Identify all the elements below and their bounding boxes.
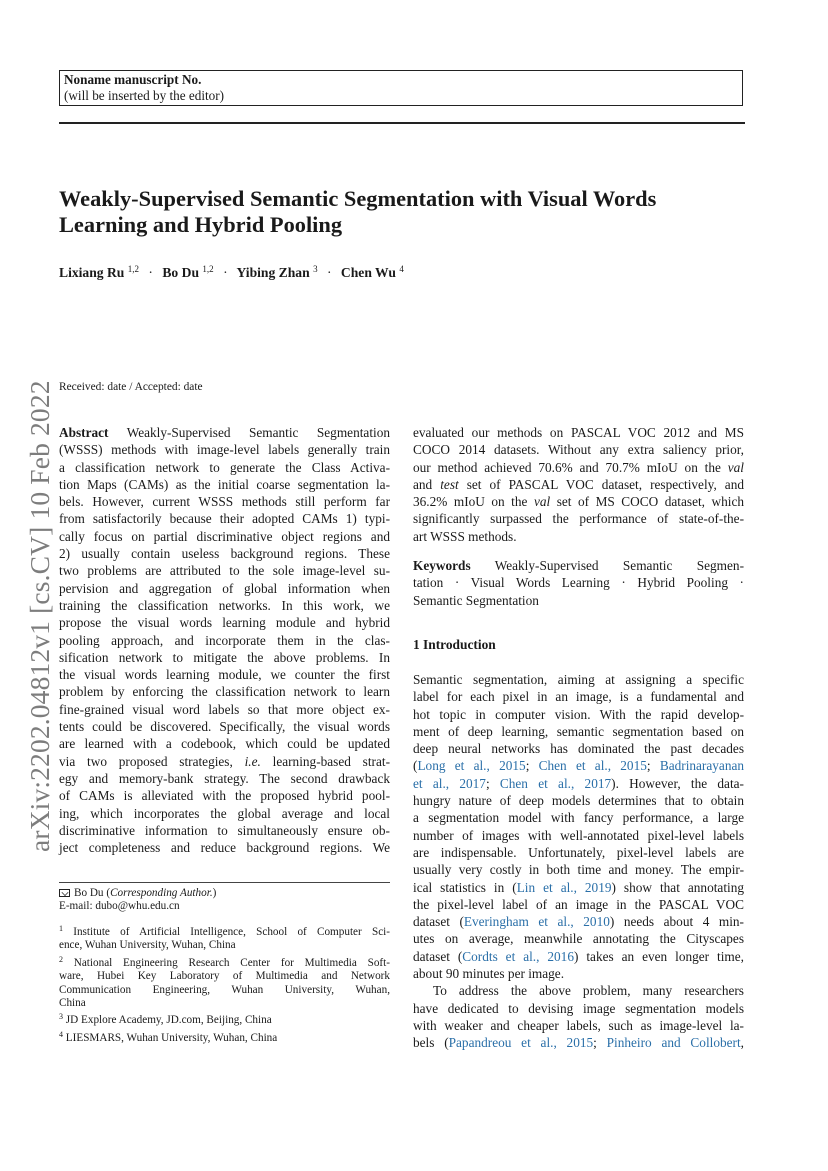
- footnote-line: China: [59, 997, 86, 1010]
- citation-link[interactable]: Pinheiro and Collobert: [606, 1035, 741, 1051]
- keywords: [413, 557, 744, 609]
- abstract-line: egy and memory-bank strategy. The second drawback: [59, 770, 390, 786]
- citation-link[interactable]: Chen et al., 2015: [538, 758, 647, 774]
- abstract-line: via two proposed strategies, i.e. learning-based strat-: [59, 753, 390, 769]
- author-name: Lixiang Ru: [59, 265, 125, 280]
- intro-line: ment of deep learning, semantic segmentation based on: [413, 723, 744, 739]
- abstract-line: tents could be discovered. Specifically, the visual words: [59, 719, 390, 735]
- abstract-line: of CAMs is alleviated with the proposed hybrid pool-: [59, 788, 390, 804]
- introduction-body: [413, 671, 744, 1052]
- author-affiliation: 1,2: [202, 264, 214, 274]
- abstract-line: ing, which incorporates the global average and local: [59, 805, 390, 821]
- manuscript-label: Noname manuscript No.: [64, 72, 202, 87]
- intro-line: ical statistics in (Lin et al., 2019) show that annotating: [413, 879, 745, 895]
- author-name: Chen Wu: [340, 265, 396, 280]
- citation-link[interactable]: Cordts et al., 2016: [462, 948, 574, 964]
- citation-link[interactable]: Papandreou et al., 2015: [448, 1035, 594, 1051]
- footnote-line: $^4$ LIESMARS, Wuhan University, Wuhan, China: [59, 1029, 278, 1044]
- author-list: [59, 260, 749, 282]
- keywords-line: tation · Visual Words Learning · Hybrid Pooling ·: [413, 575, 744, 591]
- intro-line: hot topic in computer vision. With the rapid develop-: [413, 706, 744, 722]
- editor-note: (will be inserted by the editor): [64, 88, 225, 103]
- footnote-line: $^2$ National Engineering Research Center for Multimedia Soft-: [59, 954, 390, 969]
- abstract-line: ject completeness and reduce background regions. We: [59, 840, 390, 856]
- citation-link[interactable]: Badrinarayanan: [659, 758, 745, 774]
- citation-link[interactable]: Everingham et al., 2010: [463, 914, 610, 930]
- abstract-label: Abstract: [59, 425, 109, 440]
- arxiv-identifier: arXiv:2202.04812v1 [cs.CV] 10 Feb 2022: [24, 380, 55, 852]
- intro-line: about 90 minutes per image.: [413, 966, 565, 982]
- abstract-line: evaluated our methods on PASCAL VOC 2012 and MS: [413, 425, 744, 440]
- abstract-left-column: [59, 424, 390, 856]
- intro-line: bels (Papandreou et al., 2015; Pinheiro and Collobert,: [413, 1035, 744, 1051]
- title-line-1: Weakly-Supervised Semantic Segmentation with Visual Words: [59, 186, 657, 211]
- intro-line: To address the above problem, many researchers: [433, 983, 744, 999]
- author-affiliation: 3: [313, 264, 318, 274]
- abstract-line: 36.2% mIoU on the val set of MS COCO dataset, which: [413, 494, 744, 510]
- abstract-right-column: [413, 424, 744, 545]
- intro-line: number of images with well-annotated pixel-level labels: [413, 827, 744, 843]
- citation-link[interactable]: Lin et al., 2019: [516, 879, 612, 895]
- header-rule: [59, 122, 745, 124]
- footnote-line: ware, Hubei Key Laboratory of Multimedia and Network: [59, 970, 390, 983]
- author-name: Yibing Zhan: [236, 265, 310, 280]
- author-separator: ·: [326, 265, 332, 280]
- footnote-line: $^3$ JD Explore Academy, JD.com, Beijing, China: [59, 1012, 272, 1027]
- footnote-rule: [59, 882, 390, 883]
- citation-link[interactable]: Chen et al., 2017: [499, 775, 612, 791]
- corresponding-author-note: [59, 887, 390, 914]
- abstract-line: Abstract Weakly-Supervised Semantic Segmentation: [59, 425, 390, 440]
- affiliation-footnotes: [59, 922, 390, 1045]
- email-line: E-mail: dubo@whu.edu.cn: [59, 900, 180, 913]
- abstract-line: problem by enforcing the classification network to learn: [59, 684, 390, 700]
- title-line-2: Learning and Hybrid Pooling: [59, 211, 343, 237]
- intro-line: dataset (Everingham et al., 2010) needs about 4 min-: [413, 914, 744, 930]
- manuscript-number-box: [59, 70, 743, 106]
- abstract-line: propose the visual words learning module and hybrid: [59, 615, 390, 631]
- intro-line: hungry nature of deep models determines that to obtain: [413, 793, 744, 809]
- abstract-line: sification network to mitigate the above problems. In: [59, 649, 390, 665]
- citation-link[interactable]: Long et al., 2015: [417, 758, 526, 774]
- intro-line: deep neural networks has dominated the past decades: [413, 741, 744, 757]
- intro-line: a segmentation model with fancy performance, a large: [413, 810, 744, 826]
- intro-line: usually very costly in both time and money. The empir-: [413, 862, 744, 878]
- keywords-label: Keywords: [413, 558, 471, 573]
- intro-line: dataset (Cordts et al., 2016) takes an even longer time,: [413, 948, 744, 964]
- author-separator: ·: [223, 265, 228, 280]
- abstract-line: bels. However, current WSSS methods still perform far: [59, 494, 390, 510]
- author-separator: ·: [148, 265, 153, 280]
- abstract-line: are learned with a codebook, which could be updated: [59, 736, 390, 752]
- author-name: Bo Du: [162, 265, 199, 280]
- abstract-line: pervision and aggregation of global information when: [59, 580, 390, 596]
- footnote-line: Communication Engineering, Wuhan University, Wuhan,: [59, 983, 390, 996]
- intro-line: the pixel-level label of an image in the PASCAL VOC: [413, 896, 744, 912]
- author-affiliation: 1,2: [127, 264, 140, 274]
- citation-link[interactable]: et al., 2017: [413, 775, 486, 791]
- intro-line: utes on average, meanwhile annotating the Cityscapes: [413, 931, 744, 947]
- intro-line: Semantic segmentation, aiming at assigning a specific: [413, 672, 744, 687]
- abstract-line: a classification network to generate the Class Activa-: [59, 459, 390, 475]
- abstract-line: (WSSS) methods with image-level labels generally train: [59, 442, 390, 458]
- intro-line: et al., 2017; Chen et al., 2017). However, the data-: [413, 775, 744, 791]
- received-date: Received: date / Accepted: date: [59, 381, 203, 393]
- intro-line: (Long et al., 2015; Chen et al., 2015; Badrinarayanan: [413, 758, 745, 774]
- abstract-line: COCO 2014 datasets. Without any extra saliency prior,: [413, 442, 744, 458]
- abstract-line: pooling approach, and incorporate them in the clas-: [59, 632, 390, 648]
- envelope-icon: [59, 889, 70, 897]
- abstract-line: significantly surpassed the performance of state-of-the-: [413, 511, 744, 527]
- author-affiliation: 4: [399, 264, 404, 274]
- abstract-line: tion Maps (CAMs) as the initial coarse segmentation la-: [59, 476, 390, 492]
- intro-line: label for each pixel in an image, is a fundamental and: [413, 689, 744, 705]
- keywords-line: Semantic Segmentation: [413, 592, 539, 608]
- abstract-line: fine-grained visual word labels so that more object ex-: [59, 701, 390, 717]
- abstract-line: training the classification networks. In this work, we: [59, 597, 390, 613]
- footnote-line: ence, Wuhan University, Wuhan, China: [59, 939, 236, 952]
- intro-line: have dedicated to devising image segmentation models: [413, 1000, 744, 1016]
- section-heading: 1 Introduction: [413, 637, 496, 652]
- paper-title: [59, 186, 749, 237]
- abstract-line: art WSSS methods.: [413, 528, 517, 544]
- abstract-line: two problems are attributed to the sole image-level su-: [59, 563, 390, 579]
- abstract-line: cally focus on partial discriminative object regions and: [59, 528, 390, 544]
- abstract-line: our method achieved 70.6% and 70.7% mIoU on the val: [413, 459, 744, 475]
- abstract-line: the visual words learning module, we counter the first: [59, 667, 390, 683]
- corresponding-line: Bo Du (Corresponding Author.): [59, 887, 390, 900]
- abstract-line: discriminative information to simultaneously ensure ob-: [59, 822, 390, 838]
- abstract-line: and test set of PASCAL VOC dataset, respectively, and: [413, 476, 744, 492]
- intro-line: are indispensable. Unfortunately, pixel-level labels are: [413, 844, 744, 860]
- abstract-line: from satisfactorily because their adopted CAMs 1) typi-: [59, 511, 390, 527]
- abstract-line: 2) usually contain useless background regions. These: [59, 546, 390, 562]
- keywords-line: Keywords Weakly-Supervised Semantic Segmen-: [413, 558, 744, 573]
- footnote-line: $^1$ Institute of Artificial Intelligence, School of Computer Sci-: [59, 924, 390, 938]
- intro-line: with weaker and cheaper labels, such as image-level la-: [413, 1017, 744, 1033]
